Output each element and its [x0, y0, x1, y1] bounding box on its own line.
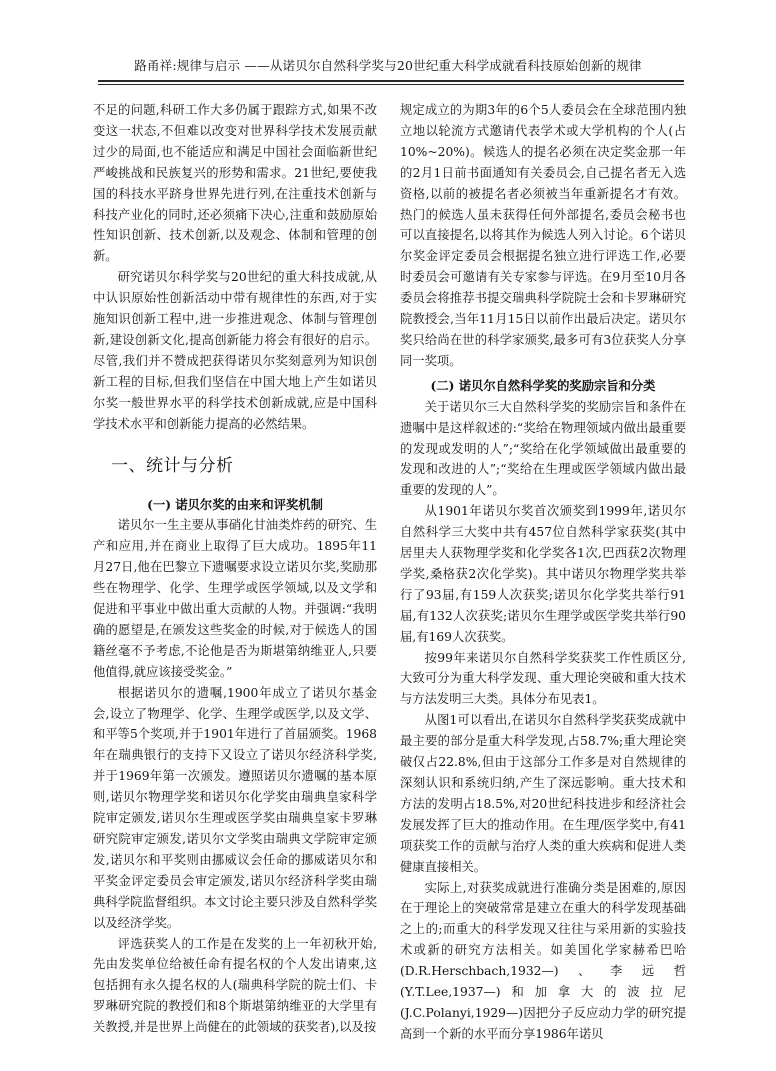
paragraph: 从1901年诺贝尔奖首次颁奖到1999年,诺贝尔自然科学三大奖中共有457位自然科学家获奖(其中居里夫人获物理学奖和化学奖各1次,巴西获2次物理学奖,桑格获2次化学奖)。其中诺贝尔物理学奖共举行了93届,有159人次获奖;诺贝尔化学奖共举行91届,有132人次获奖;诺贝尔生理学或医学奖共举行90届,有169人次获奖。 [400, 504, 686, 644]
paragraph: 规定成立的为期3年的6个5人委员会在全球范围内独立地以轮流方式邀请代表学术或大学机构的个人(占10%~20%)。候选人的提名必须在决定奖金那一年的2月1日前书面通知有关委员会,自己提名者无入选资格,以前的被提名者必须被当年重新提名才有效。热门的候选人虽未获得任何外部提名,委员会秘书也可以直接提名,以将其作为候选人列入讨论。6个诺贝尔奖金评定委员会根据提名独立进行评选工作,必要时委员会可邀请有关专家参与评选。在9月至10月各委员会将推荐书提交瑞典科学院院士会和卡罗琳研究院教授会,当年11月15日以前作出最后决定。诺贝尔奖只给尚在世的科学家颁奖,最多可有3位获奖人分享同一奖项。 [400, 103, 686, 368]
paragraph: 关于诺贝尔三大自然科学奖的奖励宗旨和条件在遗嘱中是这样叙述的:“奖给在物理领域内做出最重要的发现或发明的人”;“奖给在化学领域做出最重要的发现和改进的人”;“奖给在生理或医学领域内做出最重要的发现的人”。 [400, 399, 686, 498]
paragraph: 评选获奖人的工作是在发奖的上一年初秋开始,先由发奖单位给被任命有提名权的个人发出请柬,这包括拥有永久提名权的人(瑞典科学院的院士们、卡罗琳研究院的教授们和8个斯堪第纳维亚的大学里有关教授,并是世界上尚健在的此领域的获奖者),以及按 [93, 936, 377, 1035]
running-header: 路甬祥:规律与启示 ——从诺贝尔自然科学奖与20世纪重大科学成就看科技原始创新的规律 [134, 58, 642, 73]
left-column [93, 100, 377, 1038]
paragraph: 实际上,对获奖成就进行准确分类是困难的,原因在于理论上的突破常常是建立在重大的科学发现基础之上的;而重大的科学发现又往往与采用新的实验技术或新的研究方法相关。如美国化学家赫希巴哈(D.R.Herschbach,1932—)、李远哲(Y.T.Lee,1937—)和加拿大的波拉尼(J.C.Polanyi,1929—)因把分子反应动力学的研究提高到一个新的水平而分享1986年诺贝 [400, 880, 686, 1041]
paragraph: 研究诺贝尔科学奖与20世纪的重大科技成就,从中认识原始性创新活动中带有规律性的东西,对于实施知识创新工程中,进一步推进观念、体制与管理创新,建设创新文化,提高创新能力将会有很好的启示。尽管,我们并不赞成把获得诺贝尔奖刻意列为知识创新工程的目标,但我们坚信在中国大地上产生如诺贝尔奖一般世界水平的科学技术创新成就,应是中国科学技术水平和创新能力提高的必然结果。 [93, 270, 377, 431]
header-rule [98, 80, 684, 82]
right-column [400, 100, 686, 1045]
section-heading: 一、统计与分析 [111, 455, 234, 476]
paragraph: 不足的问题,科研工作大多仍属于跟踪方式,如果不改变这一状态,不但难以改变对世界科学技术发展贡献过少的局面,也不能适应和满足中国社会面临新世纪严峻挑战和民族复兴的形势和需求。21世纪,要使我国的科技水平跻身世界先进行列,在注重技术创新与科技产业化的同时,还必须痛下决心,注重和鼓励原始性知识创新、技术创新,以及观念、体制和管理的创新。 [93, 103, 377, 264]
paragraph: 按99年来诺贝尔自然科学奖获奖工作性质区分,大致可分为重大科学发现、重大理论突破和重大技术与方法发明三大类。具体分布见表1。 [400, 650, 686, 707]
subsection-heading: (一) 诺贝尔奖的由来和评奖机制 [147, 496, 323, 512]
paragraph: 从图1可以看出,在诺贝尔自然科学奖获奖成就中最主要的部分是重大科学发现,占58.7%;重大理论突破仅占22.8%,但由于这部分工作多是对自然规律的深刻认识和系统归纳,产生了深远影响。重大技术和方法的发明占18.5%,对20世纪科技进步和经济社会发展发挥了巨大的推动作用。在生理/医学奖中,有41项获奖工作的贡献与治疗人类的重大疾病和促进人类健康直接相关。 [400, 713, 686, 874]
paragraph: 根据诺贝尔的遗嘱,1900年成立了诺贝尔基金会,设立了物理学、化学、生理学或医学,以及文学、和平等5个奖项,并于1901年进行了首届颁奖。1968年在瑞典银行的支持下又设立了诺贝尔经济科学奖,并于1969年第一次颁发。遵照诺贝尔遗嘱的基本原则,诺贝尔物理学奖和诺贝尔化学奖由瑞典皇家科学院审定颁发,诺贝尔生理或医学奖由瑞典皇家卡罗琳研究院审定颁发,诺贝尔文学奖由瑞典文学院审定颁发,诺贝尔和平奖则由挪威议会任命的挪威诺贝尔和平奖金评定委员会审定颁发,诺贝尔经济科学奖由瑞典科学院监督组织。本文讨论主要只涉及自然科学奖以及经济学奖。 [93, 685, 377, 930]
header-rule-thin [98, 84, 684, 85]
paragraph: 诺贝尔一生主要从事硝化甘油类炸药的研究、生产和应用,并在商业上取得了巨大成功。1895年11月27日,他在巴黎立下遗嘱要求设立诺贝尔奖,奖励那些在物理学、化学、生理学或医学领域,以及文学和促进和平事业中做出重大贡献的人物。并强调:“我明确的愿望是,在颁发这些奖金的时候,对于候选人的国籍丝毫不予考虑,不论他是否为斯堪第纳维亚人,只要他值得,就应该接受奖金。” [93, 518, 377, 679]
subsection-heading: (二) 诺贝尔自然科学奖的奖励宗旨和分类 [430, 377, 656, 393]
